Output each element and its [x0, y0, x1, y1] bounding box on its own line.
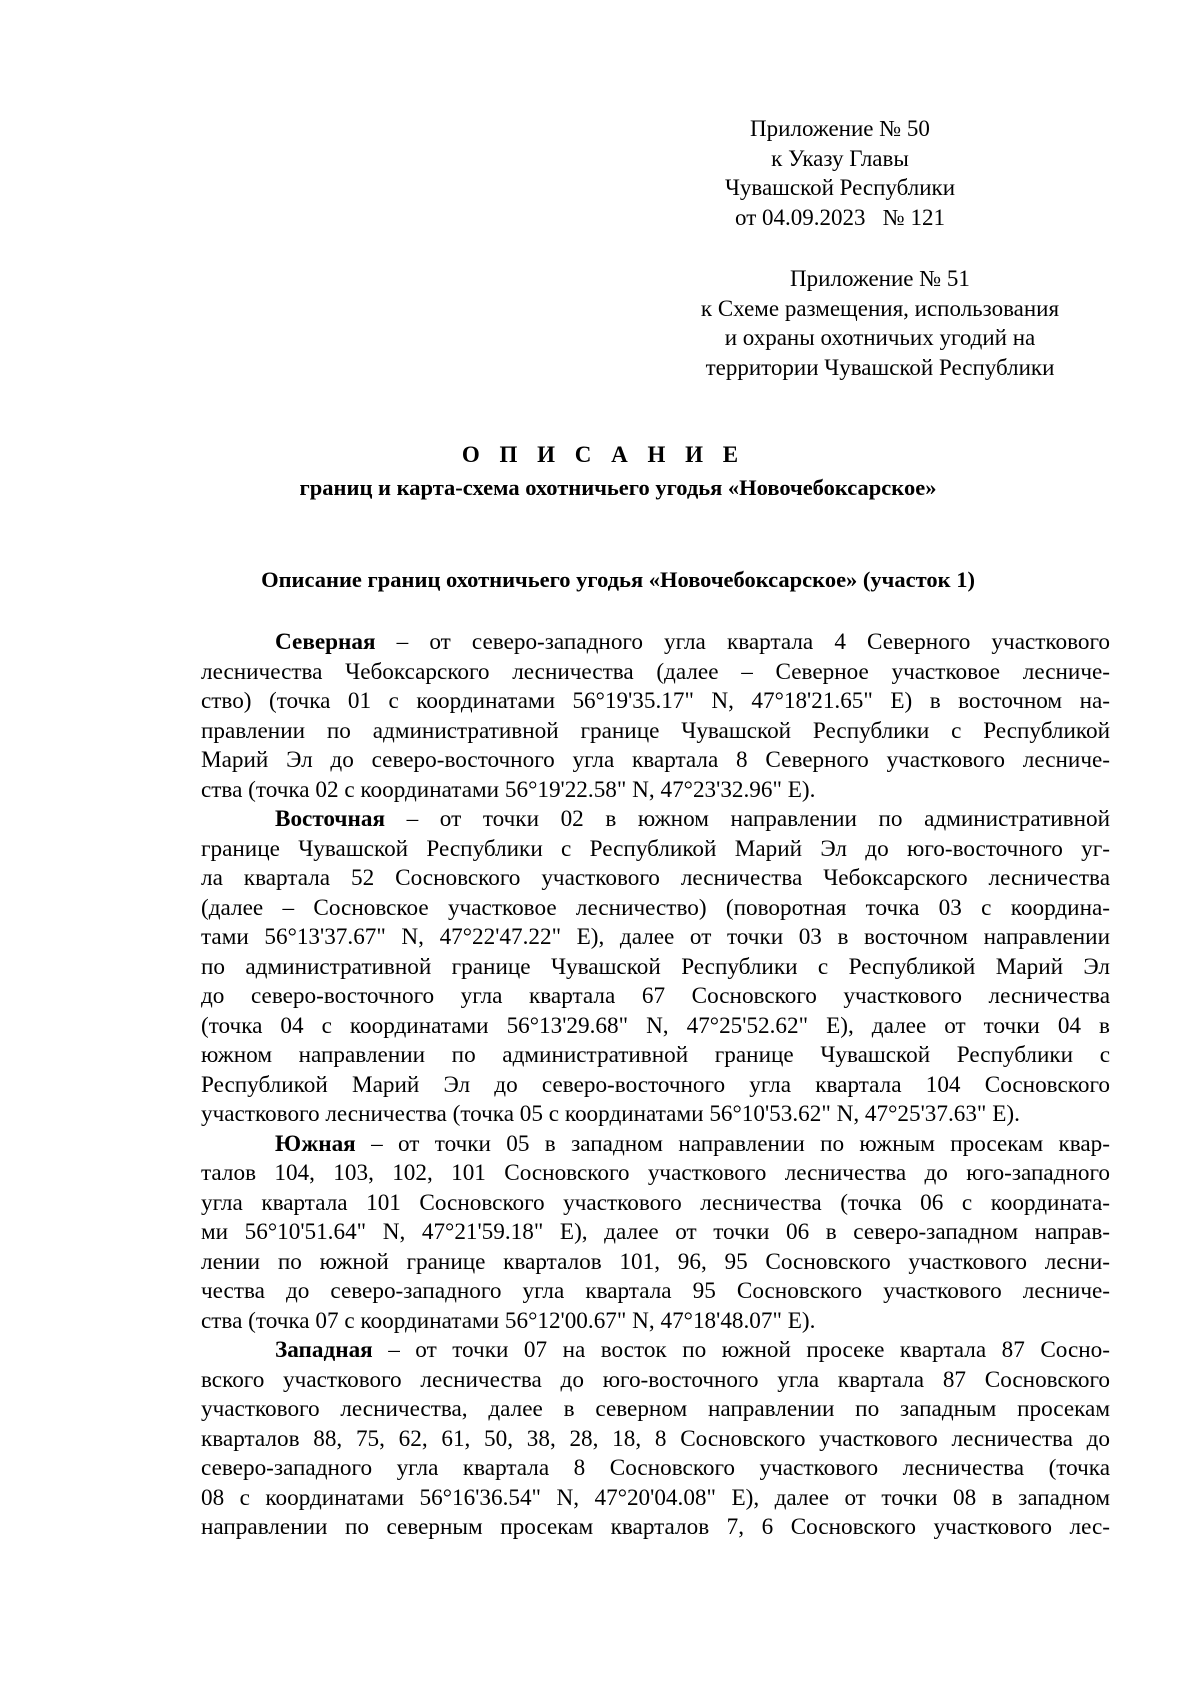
body-line-text: – от северо-западного угла квартала 4 Северного участкового — [375, 629, 1110, 655]
body-line — [201, 1454, 1110, 1484]
header-line: от 04.09.2023 № 121 — [735, 204, 945, 230]
body-line-text: вского участкового лесничества до юго-восточного угла квартала 87 Сосновского — [201, 1366, 1110, 1393]
body-line-text: кварталов 88, 75, 62, 61, 50, 38, 28, 18, 8 Сосновского участкового лесничества до — [201, 1425, 1110, 1452]
body-line — [201, 776, 1110, 806]
body-line — [201, 1218, 1110, 1248]
header-line: и охраны охотничьих угодий на — [724, 325, 1036, 350]
body-line-text: ство) (точка 01 с координатами 56°19'35.17" N, 47°18'21.65" E) в восточном на- — [201, 688, 1110, 714]
body-line-text: угла квартала 101 Сосновского участкового лесничества (точка 06 с координата- — [201, 1189, 1110, 1216]
body-line-text: (далее – Сосновское участковое лесничество) (поворотная точка 03 с координа- — [201, 894, 1110, 921]
body-line — [201, 1307, 1110, 1337]
boundary-side-label: Южная — [275, 1130, 356, 1157]
body-line-text: – от точки 07 на восток по южной просеке квартала 87 Сосно- — [372, 1337, 1110, 1363]
body-line — [201, 1484, 1110, 1514]
body-line-text: Марий Эл до северо-восточного угла квартала 8 Северного участкового лесниче- — [201, 747, 1110, 773]
document-title: О П И С А Н И Е — [461, 442, 746, 467]
body-line-text: северо-западного угла квартала 8 Сосновского участкового лесничества (точка — [201, 1455, 1110, 1481]
document-subtitle: границ и карта-схема охотничьего угодья «Новочебоксарское» — [299, 475, 937, 500]
section-heading: Описание границ охотничьего угодья «Новочебоксарское» (участок 1) — [261, 567, 975, 592]
body-line — [201, 1277, 1110, 1307]
body-line — [201, 894, 1110, 924]
header-line: к Схеме размещения, использования — [700, 295, 1060, 321]
header-line: территории Чувашской Республики — [705, 354, 1055, 380]
body-line-text: по административной границе Чувашской Республики с Республикой Марий Эл — [201, 953, 1110, 980]
appendix-header-50 — [700, 114, 980, 232]
body-line-text: тами 56°13'37.67" N, 47°22'47.22" E), далее от точки 03 в восточном направлении — [201, 924, 1110, 950]
body-line — [201, 1366, 1110, 1396]
body-line-text: границе Чувашской Республики с Республикой Марий Эл до юго-восточного уг- — [201, 835, 1110, 862]
body-line — [201, 864, 1110, 894]
body-line — [201, 1159, 1110, 1189]
body-line-text: – от точки 02 в южном направлении по административной — [385, 806, 1110, 832]
body-line — [201, 953, 1110, 983]
body-line-text: южном направлении по административной границе Чувашской Республики с — [201, 1042, 1110, 1068]
boundary-description — [201, 628, 1110, 1543]
body-line — [201, 1012, 1110, 1042]
body-line — [201, 658, 1110, 688]
body-line — [201, 923, 1110, 953]
header-line: к Указу Главы — [771, 145, 909, 171]
body-line — [201, 1100, 1110, 1130]
body-line-text: лении по южной границе кварталов 101, 96, 95 Сосновского участкового лесни- — [201, 1248, 1110, 1275]
body-line-text: до северо-восточного угла квартала 67 Сосновского участкового лесничества — [201, 983, 1110, 1009]
boundary-side-label: Западная — [275, 1337, 373, 1363]
body-line-text: правлении по административной границе Чувашской Республики с Республикой — [201, 717, 1110, 744]
body-line — [201, 835, 1110, 865]
header-line: Приложение № 51 — [790, 266, 970, 291]
body-line — [201, 1071, 1110, 1101]
body-line-text: участкового лесничества (точка 05 с координатами 56°10'53.62" N, 47°25'37.63" E). — [201, 1101, 1020, 1127]
body-line-text: – от точки 05 в западном направлении по южным просекам квар- — [355, 1130, 1110, 1157]
body-line-text: ми 56°10'51.64" N, 47°21'59.18" E), далее от точки 06 в северо-западном направ- — [201, 1219, 1110, 1245]
body-line — [201, 1395, 1110, 1425]
body-line — [201, 1425, 1110, 1455]
body-line — [201, 746, 1110, 776]
body-line — [201, 1336, 1110, 1366]
body-line — [201, 1248, 1110, 1278]
body-line-text: (точка 04 с координатами 56°13'29.68" N, 47°25'52.62" E), далее от точки 04 в — [201, 1012, 1110, 1039]
body-line — [201, 1130, 1110, 1160]
body-line-text: ла квартала 52 Сосновского участкового лесничества Чебоксарского лесничества — [201, 865, 1110, 891]
body-line — [201, 1041, 1110, 1071]
body-line — [201, 1189, 1110, 1219]
body-line — [201, 1513, 1110, 1543]
body-line-text: ства (точка 02 с координатами 56°19'22.58" N, 47°23'32.96" E). — [201, 776, 816, 803]
body-line — [201, 805, 1110, 835]
body-line-text: лесничества Чебоксарского лесничества (далее – Северное участковое лесниче- — [201, 658, 1110, 685]
boundary-side-label: Северная — [275, 629, 376, 655]
body-line — [201, 717, 1110, 747]
body-line — [201, 982, 1110, 1012]
body-line-text: Республикой Марий Эл до северо-восточного угла квартала 104 Сосновского — [201, 1071, 1110, 1098]
body-line-text: участкового лесничества, далее в северном направлении по западным просекам — [201, 1396, 1110, 1422]
body-line — [201, 628, 1110, 658]
body-line-text: ства (точка 07 с координатами 56°12'00.67" N, 47°18'48.07" E). — [201, 1307, 816, 1334]
appendix-header-51 — [660, 264, 1100, 382]
boundary-side-label: Восточная — [275, 806, 386, 832]
body-line-text: талов 104, 103, 102, 101 Сосновского участкового лесничества до юго-западного — [201, 1160, 1110, 1186]
body-line-text: 08 с координатами 56°16'36.54" N, 47°20'04.08" E), далее от точки 08 в западном — [201, 1484, 1110, 1511]
body-line-text: чества до северо-западного угла квартала 95 Сосновского участкового лесниче- — [201, 1278, 1110, 1304]
body-line — [201, 687, 1110, 717]
header-line: Приложение № 50 — [750, 116, 930, 141]
header-line: Чувашской Республики — [724, 175, 956, 200]
body-line-text: направлении по северным просекам кварталов 7, 6 Сосновского участкового лес- — [201, 1514, 1110, 1540]
